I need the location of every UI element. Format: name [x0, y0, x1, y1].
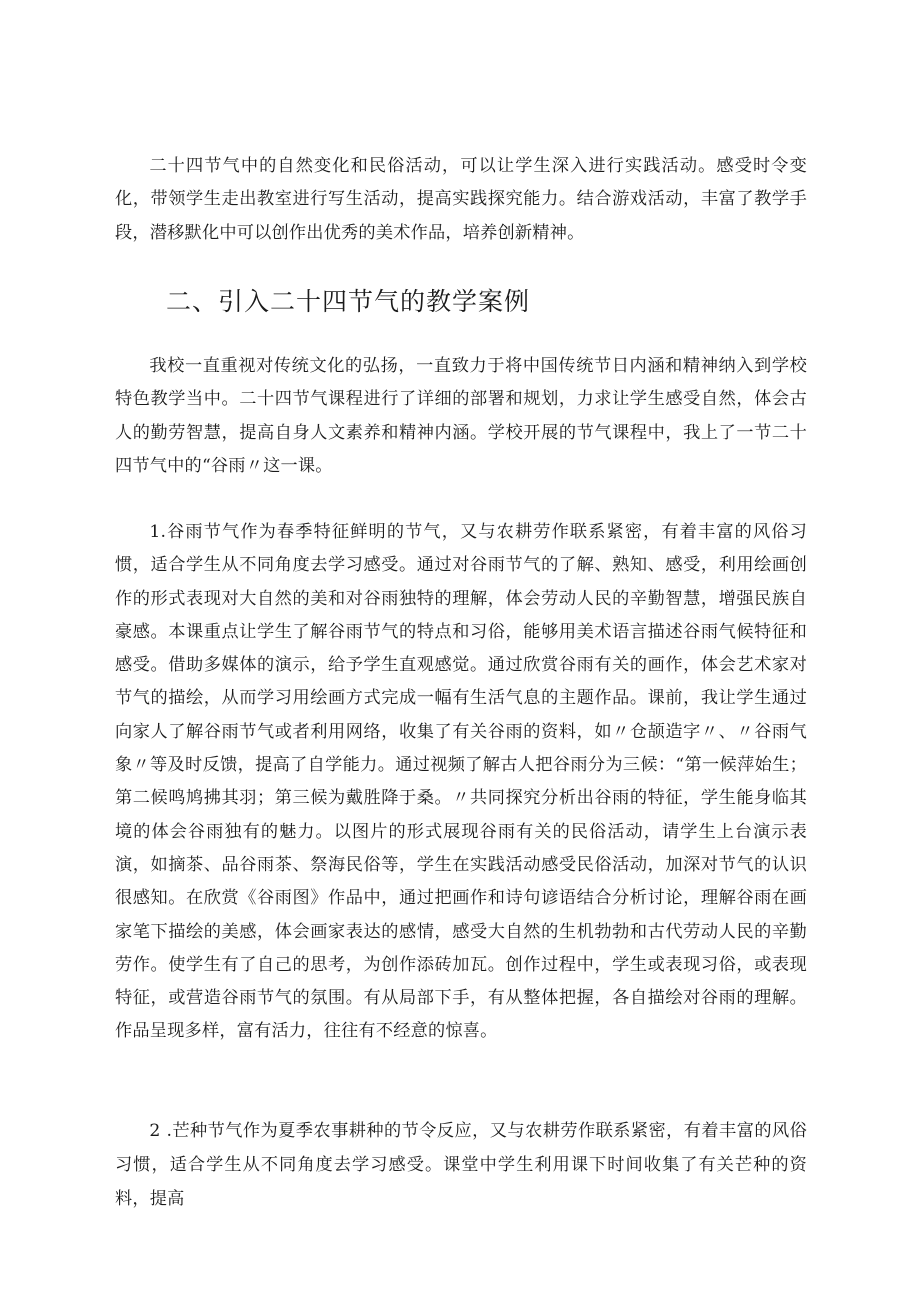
body-paragraph-intro: 二十四节气中的自然变化和民俗活动，可以让学生深入进行实践活动。感受时令变化，带领学生走出教室进行写生活动，提高实践探究能力。结合游戏活动，丰富了教学手段，潜移默化中可以创作出优秀的美术作品，培养创新精神。 — [115, 156, 807, 243]
body-paragraph-guyu-case: 1.谷雨节气作为春季特征鲜明的节气，又与农耕劳作联系紧密，有着丰富的风俗习惯，适合学生从不同角度去学习感受。通过对谷雨节气的了解、熟知、感受，利用绘画创作的形式表现对大自然的美和对谷雨独特的理解，体会劳动人民的辛勤智慧，增强民族自豪感。本课重点让学生了解谷雨节气的特点和习俗，能够用美术语言描述谷雨气候特征和感受。借助多媒体的演示，给予学生直观感觉。通过欣赏谷雨有关的画作，体会艺术家对节气的描绘，从而学习用绘画方式完成一幅有生活气息的主题作品。课前，我让学生通过向家人了解谷雨节气或者利用网络，收集了有关谷雨的资料，如〃仓颉造字〃、〃谷雨气象〃等及时反馈，提高了自学能力。通过视频了解古人把谷雨分为三候：“第一候萍始生；第二候鸣鸠拂其羽；第三候为戴胜降于桑。〃共同探究分析出谷雨的特征，学生能身临其境的体会谷雨独有的魅力。以图片的形式展现谷雨有关的民俗活动，请学生上台演示表演，如摘茶、品谷雨茶、祭海民俗等，学生在实践活动感受民俗活动，加深对节气的认识很感知。在欣赏《谷雨图》作品中，通过把画作和诗句谚语结合分析讨论，理解谷雨在画家笔下描绘的美感，体会画家表达的感情，感受大自然的生机勃勃和古代劳动人民的辛勤劳作。使学生有了自己的思考，为创作添砖加瓦。创作过程中，学生或表现习俗，或表现特征，或营造谷雨节气的氛围。有从局部下手，有从整体把握，各自描绘对谷雨的理解。作品呈现多样，富有活力，往往有不经意的惊喜。 — [115, 522, 807, 1042]
body-paragraph-school: 我校一直重视对传统文化的弘扬，一直致力于将中国传统节日内涵和精神纳入到学校特色教学当中。二十四节气课程进行了详细的部署和规划，力求让学生感受自然，体会古人的勤劳智慧，提高自身人文素养和精神内涵。学校开展的节气课程中，我上了一节二十四节气中的“谷雨〃这一课。 — [115, 356, 807, 476]
section-heading: 二、引入二十四节气的教学案例 — [166, 287, 531, 316]
body-paragraph-mangzhong-case: 2 .芒种节气作为夏季农事耕种的节令反应，又与农耕劳作联系紧密，有着丰富的风俗习惯，适合学生从不同角度去学习感受。课堂中学生利用课下时间收集了有关芒种的资料，提高 — [115, 1121, 807, 1209]
